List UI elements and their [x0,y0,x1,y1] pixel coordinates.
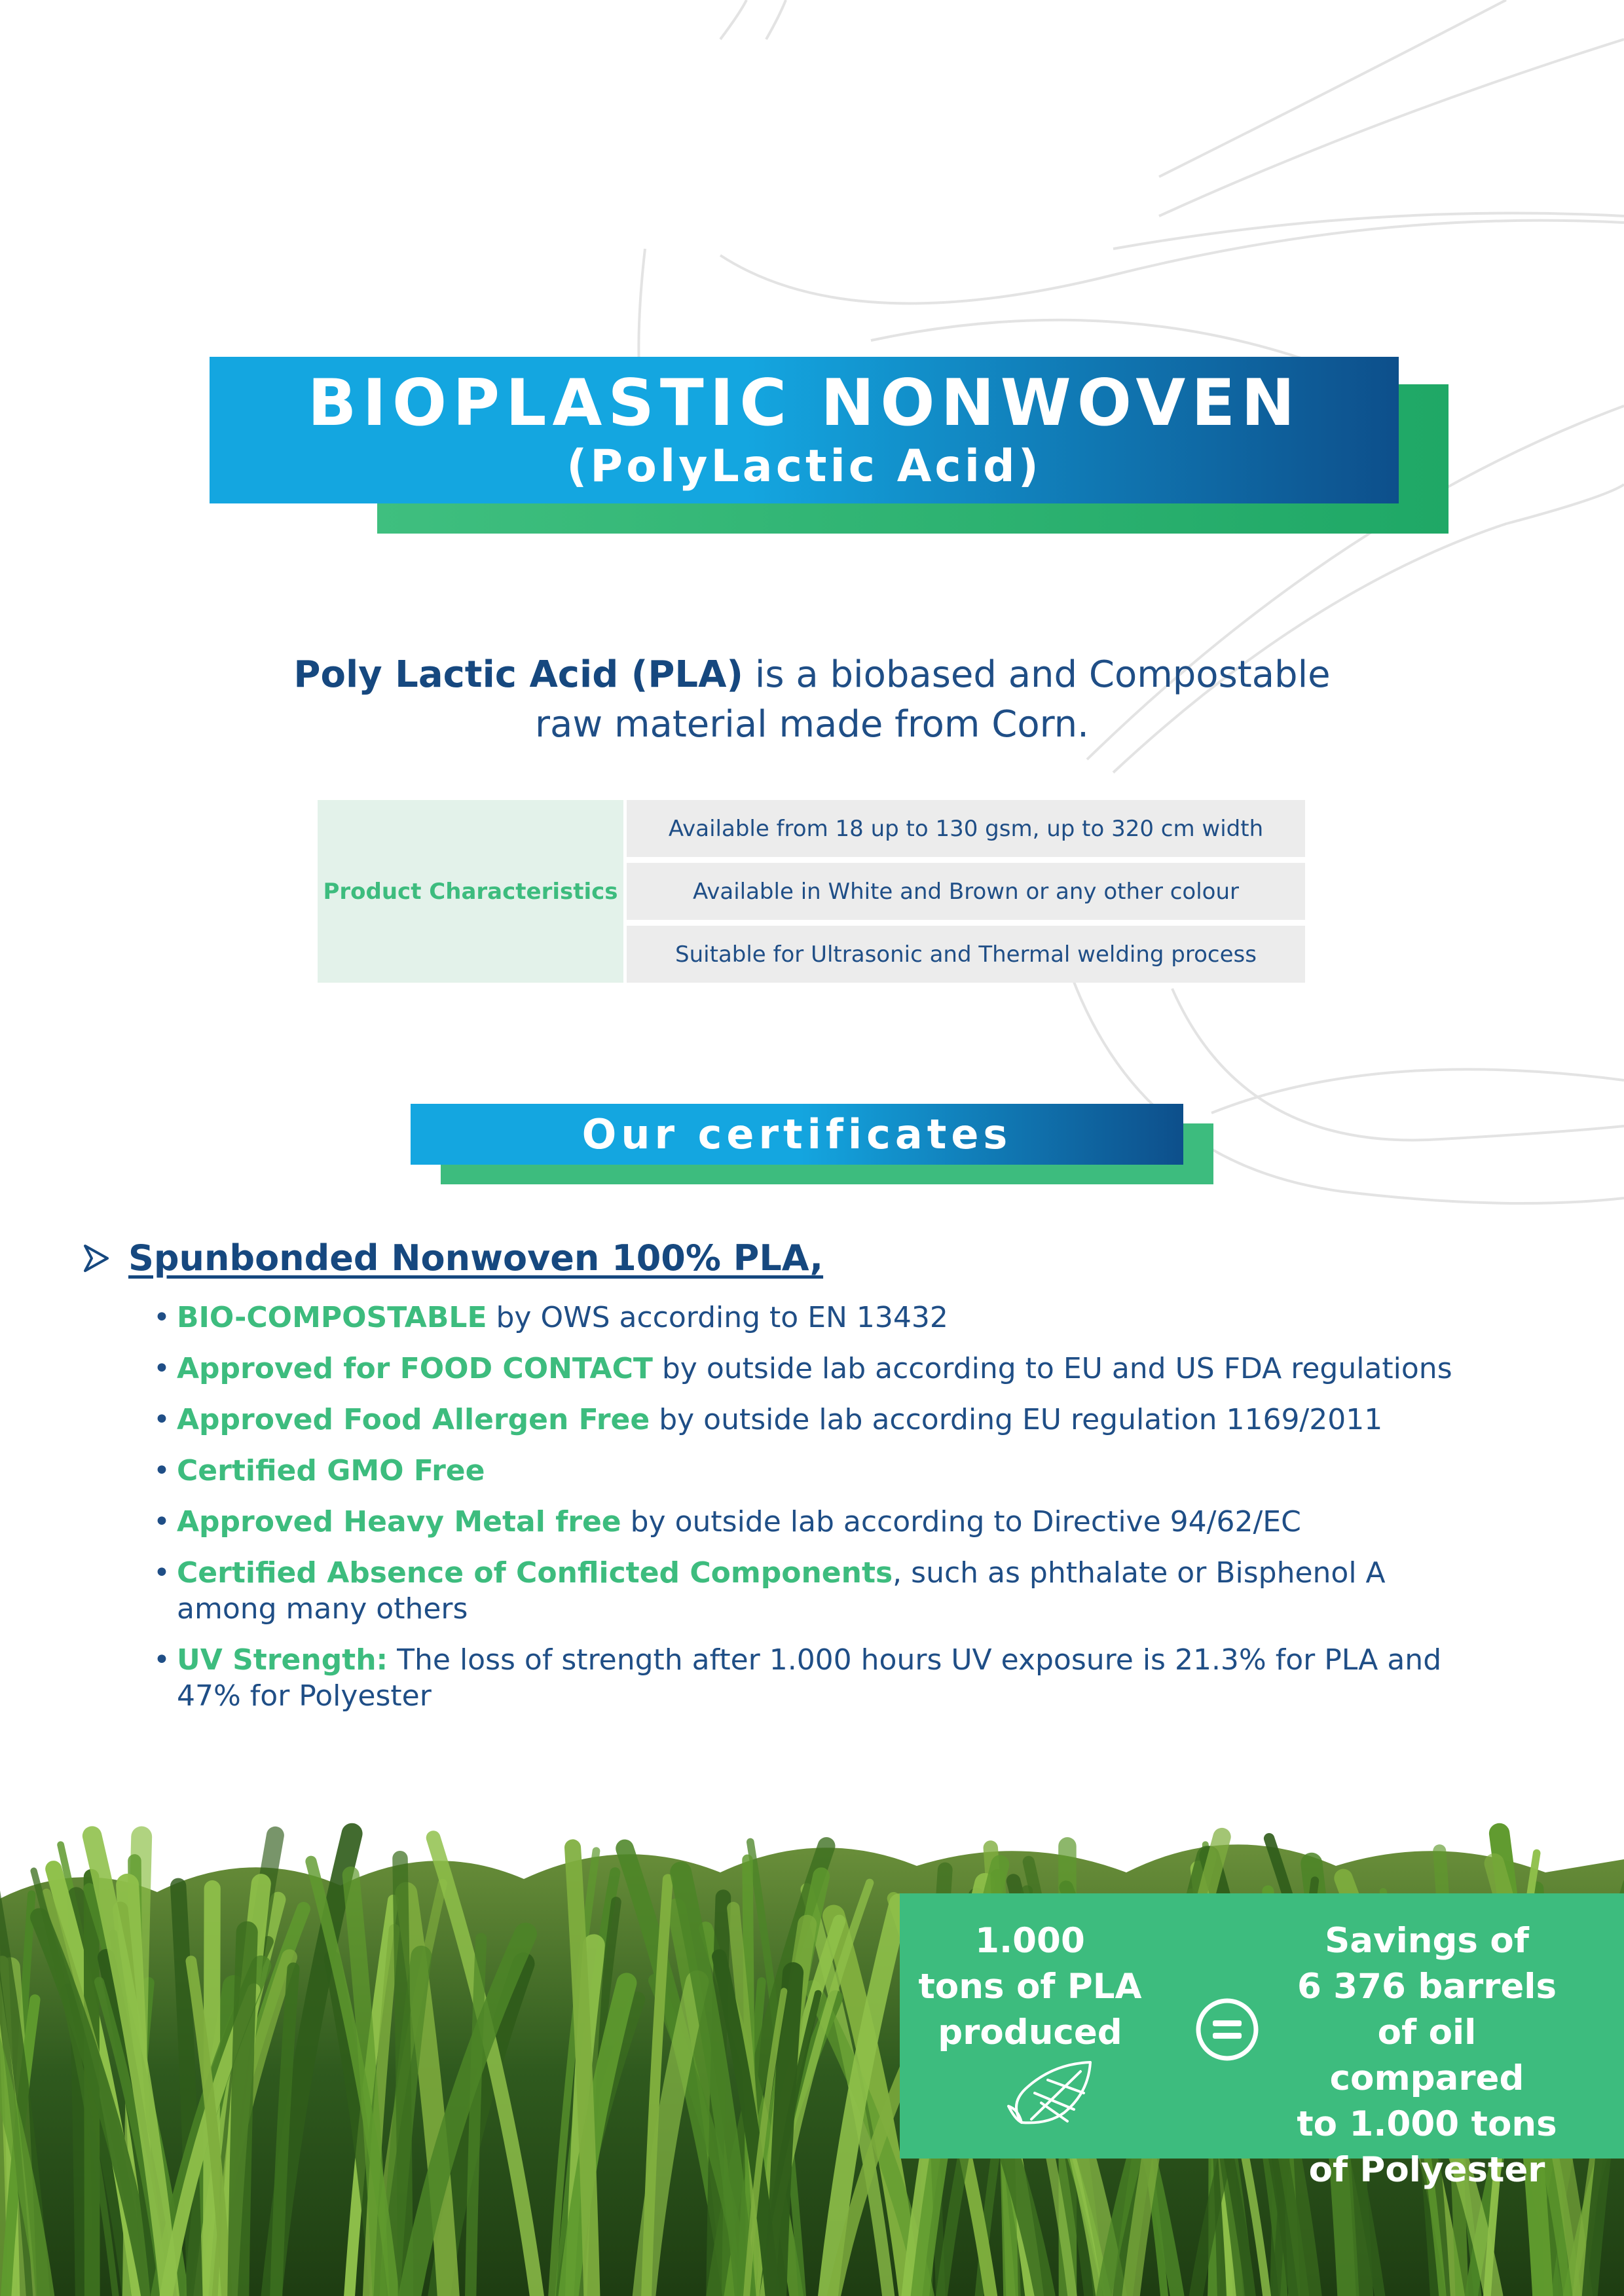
pla-line: tons of PLA [918,1967,1142,2007]
intro-line-1 [170,650,1454,700]
savings-box [900,1893,1624,2190]
certificate-highlight: BIO-COMPOSTABLE [177,1301,487,1334]
certificate-highlight: Approved Heavy Metal free [177,1505,621,1539]
savings-line: 6 376 barrels [1297,1967,1557,2007]
list-item [151,1300,1493,1336]
certificate-text: , such as phthalate or Bisphenol A among many others [177,1556,1386,1626]
savings-line: Savings of [1325,1921,1529,1961]
intro-line-2: raw material made from Corn. [535,703,1089,746]
corn-leaf [238,1932,247,2296]
list-item [151,1555,1493,1627]
certificate-highlight: Certified Absence of Conflicted Components [177,1556,893,1590]
certificates-banner [411,1104,1213,1184]
certificate-text: by OWS according to EN 13432 [487,1301,948,1334]
page-title: BIOPLASTIC NONWOVEN [307,366,1301,441]
certificate-highlight: Certified GMO Free [177,1454,485,1487]
characteristics-row: Available from 18 up to 130 gsm, up to 320 cm width [627,800,1305,857]
pla-line: produced [938,2013,1122,2052]
list-item [151,1504,1493,1540]
savings-line: of oil compared [1329,2013,1524,2098]
certificate-text: by outside lab according to EU and US FDA regulations [652,1352,1452,1385]
certificate-list [151,1300,1493,1729]
certificate-highlight: Approved Food Allergen Free [177,1403,650,1436]
certificate-highlight: Approved for FOOD CONTACT [177,1352,653,1385]
equals-circle-icon [1194,1997,1260,2062]
corn-leaf [400,1859,405,2296]
list-item [151,1351,1493,1387]
list-item [151,1453,1493,1489]
intro-bold: Poly Lactic Acid (PLA) [293,653,744,696]
savings-line: to 1.000 tons [1297,2104,1557,2144]
certificates-heading: Our certificates [411,1104,1183,1165]
pla-line: 1.000 [975,1921,1085,1961]
intro-rest: is a biobased and Compostable [743,653,1331,696]
pla-produced-text [913,1918,1147,2056]
product-title: Spunbonded Nonwoven 100% PLA, [128,1237,824,1279]
arrow-bullet-icon [83,1244,110,1273]
intro-paragraph [170,650,1454,750]
title-banner [210,357,1449,534]
savings-line: of Polyester [1308,2150,1545,2190]
page-subtitle: (PolyLactic Acid) [566,441,1042,492]
oil-savings-text [1286,1918,1568,2193]
characteristics-row: Available in White and Brown or any other colour [627,863,1305,920]
title-banner-box [210,357,1399,503]
certificate-text: by outside lab according EU regulation 1169/2011 [650,1403,1383,1436]
list-item [151,1402,1493,1438]
characteristics-label: Product Characteristics [318,800,623,983]
characteristics-row: Suitable for Ultrasonic and Thermal welding process [627,926,1305,983]
list-item [151,1642,1493,1714]
characteristics-table [318,800,1305,983]
corn-icon [1002,2057,1096,2129]
product-heading [83,1237,823,1279]
certificate-highlight: UV Strength: [177,1643,388,1677]
certificate-text: by outside lab according to Directive 94/62/EC [621,1505,1301,1539]
certificate-text: The loss of strength after 1.000 hours UV exposure is 21.3% for PLA and 47% for Polyester [177,1643,1442,1713]
